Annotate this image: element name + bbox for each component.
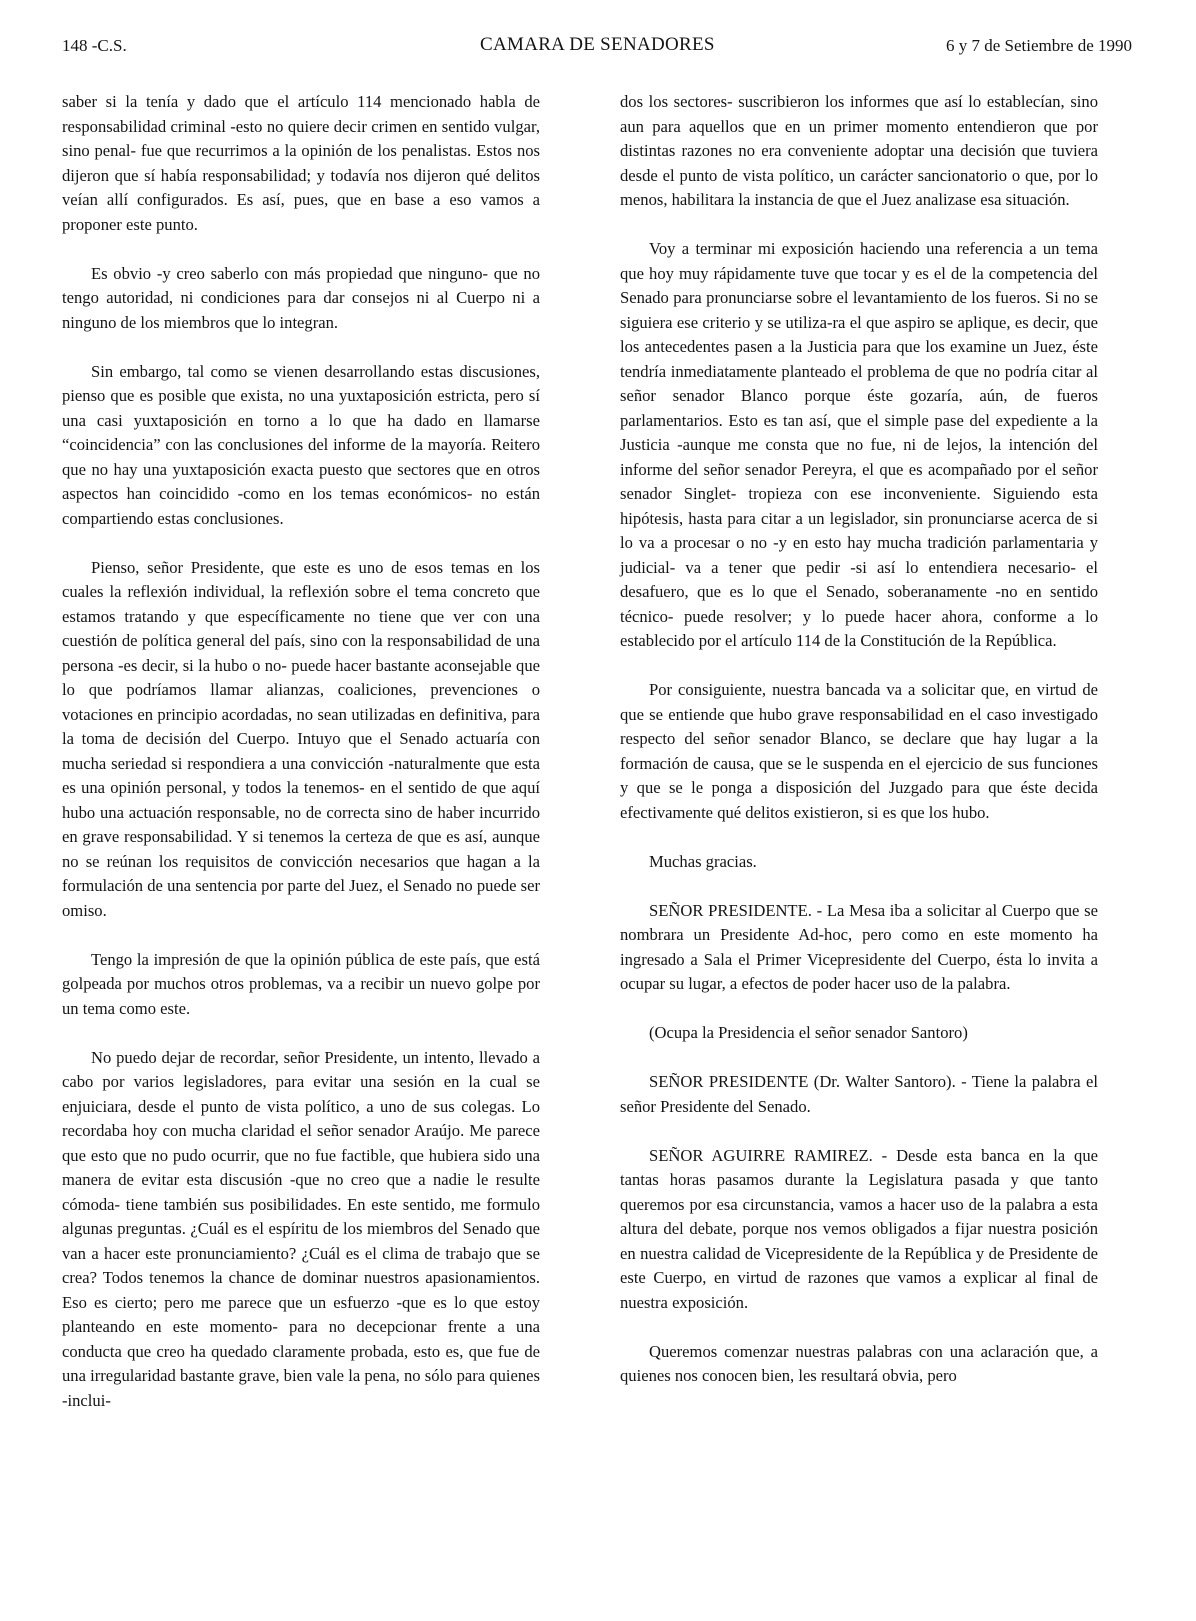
paragraph: Sin embargo, tal como se vienen desarrollando estas discusiones, pienso que es posible que exista, no una yuxtaposición estricta, pero sí una casi yuxtaposición en torno a lo que ha dado en llamarse “coincidencia” con las conclusiones del informe de la mayoría. Reitero que no hay una yuxtaposición exacta puesto que sectores que en otros aspectos han coincidido -como en los temas económicos- no están compartiendo estas conclusiones. [62,361,540,528]
session-date: 6 y 7 de Setiembre de 1990 [945,36,1132,55]
left-column [62,90,540,1413]
speaker-paragraph: SEÑOR PRESIDENTE (Dr. Walter Santoro). - Tiene la palabra el señor Presidente del Senado. [620,1072,1098,1116]
paragraph: Tengo la impresión de que la opinión pública de este país, que está golpeada por muchos otros problemas, va a recibir un nuevo golpe por un tema como este. [62,949,540,1018]
paragraph: dos los sectores- suscribieron los informes que así lo establecían, sino aun para aquellos que en un primer momento entendieron que por distintas razones no era conveniente adoptar una decisión que tuviera desde el punto de vista político, un carácter sancionatorio o que, por lo menos, habilitara la instancia de que el Juez analizase esa situación. [620,92,1098,209]
paragraph: Es obvio -y creo saberlo con más propiedad que ninguno- que no tengo autoridad, ni condiciones para dar consejos ni al Cuerpo ni a ninguno de los miembros que lo integran. [62,263,540,332]
page-title: CAMARA DE SENADORES [480,34,715,55]
paragraph: Muchas gracias. [649,851,757,871]
stage-direction: (Ocupa la Presidencia el señor senador Santoro) [649,1023,968,1042]
page-number: 148 -C.S. [62,36,127,55]
paragraph: Por consiguiente, nuestra bancada va a solicitar que, en virtud de que se entiende que hubo grave responsabilidad en el caso investigado respecto del señor senador Blanco, se declare que hay lugar a la formación de causa, que se le suspenda en el ejercicio de sus funciones y que se le ponga a disposición del Juzgado para que éste decida efectivamente qué delitos existieron, si es que los hubo. [620,680,1098,822]
paragraph: Queremos comenzar nuestras palabras con una aclaración que, a quienes nos conocen bien, les resultará obvia, pero [620,1341,1098,1385]
speaker-paragraph: SEÑOR PRESIDENTE. - La Mesa iba a solicitar al Cuerpo que se nombrara un Presidente Ad-hoc, pero como en este momento ha ingresado a Sala el Primer Vicepresidente del Cuerpo, ésta lo invita a ocupar su lugar, a efectos de poder hacer uso de la palabra. [620,900,1098,993]
right-column [620,90,1098,1389]
paragraph: Voy a terminar mi exposición haciendo una referencia a un tema que hoy muy rápidamente tuve que tocar y es el de la competencia del Senado para pronunciarse sobre el levantamiento de los fueros. Si no se siguiera ese criterio y se utiliza-ra el que aspiro se aplique, es decir, que los antecedentes pasen a la Justicia para que los examine un Juez, éste tendría inmediatamente planteado el problema de que no podría citar al señor senador Blanco porque éste gozaría, aún, de fueros parlamentarios. Esto es tan así, que el simple pase del expediente a la Justicia -aunque me consta que no fue, ni de lejos, la intención del informe del señor senador Pereyra, el que es acompañado por el señor senador Singlet- tropieza con ese inconveniente. Siguiendo esta hipótesis, hasta para citar a un legislador, sin pronunciarse acerca de si lo va a procesar o no -y en esto hay mucha tradición parlamentaria y judicial- va a tener que pedir -si así lo entendiera necesario- el desafuero, que es lo que el Senado, soberanamente -no en sentido técnico- puede resolver; y lo puede hacer ahora, conforme a lo establecido por el artículo 114 de la Constitución de la República. [620,239,1098,650]
paragraph: Pienso, señor Presidente, que este es uno de esos temas en los cuales la reflexión individual, la reflexión sobre el tema concreto que estamos tratando y que específicamente no tiene que ver con una cuestión de política general del país, sino con la responsabilidad de una persona -es decir, si la hubo o no- puede hacer bastante aconsejable que lo que podríamos llamar alianzas, coaliciones, prevenciones o votaciones en principio acordadas, no sean utilizadas en definitiva, para la toma de decisión del Cuerpo. Intuyo que el Senado actuaría con mucha seriedad si respondiera a una convicción -naturalmente que esta es una opinión personal, y todos la tenemos- en el sentido de que aquí hubo una actuación responsable, no de correcta sino de haber incurrido en grave responsabilidad. Y si tenemos la certeza de que es así, aunque no se reúnan los requisitos de convicción necesarios que hagan a la formulación de una sentencia por parte del Juez, el Senado no puede ser omiso. [62,557,540,920]
page-header [0,28,1196,62]
paragraph: No puedo dejar de recordar, señor Presidente, un intento, llevado a cabo por varios legisladores, para evitar una sesión en la cual se enjuiciara, desde el punto de vista político, a uno de sus colegas. Lo recordaba hoy con mucha claridad el señor senador Araújo. Me parece que esto que no pudo ocurrir, que no fue factible, que hubiera sido una manera de evitar esta discusión -que no creo que a nadie le resulte cómoda- tiene también sus posibilidades. En este sentido, me formulo algunas preguntas. ¿Cuál es el espíritu de los miembros del Senado que van a hacer este pronunciamiento? ¿Cuál es el clima de trabajo que se crea? Todos tenemos la chance de dominar nuestros apasionamientos. Eso es cierto; pero me parece que un esfuerzo -que es lo que estoy planteando en este momento- para no decepcionar frente a una conducta que creo ha quedado claramente probada, esto es, que fue de una irregularidad bastante grave, bien vale la pena, no sólo para quienes -inclui- [62,1047,540,1410]
speaker-paragraph: SEÑOR AGUIRRE RAMIREZ. - Desde esta banca en la que tantas horas pasamos durante la Legislatura pasada y que tanto queremos por esa circunstancia, vamos a hacer uso de la palabra a esta altura del debate, porque nos vemos obligados a fijar nuestra posición en nuestra calidad de Vicepresidente de la República y de Presidente de este Cuerpo, en virtud de razones que vamos a explicar al final de nuestra exposición. [620,1145,1098,1312]
paragraph: saber si la tenía y dado que el artículo 114 mencionado habla de responsabilidad criminal -esto no quiere decir crimen en sentido vulgar, sino penal- fue que recurrimos a la opinión de los penalistas. Estos nos dijeron que sí había responsabilidad; y todavía nos dijeron qué delitos veían allí configurados. Es así, pues, que en base a eso vamos a proponer este punto. [62,92,540,234]
